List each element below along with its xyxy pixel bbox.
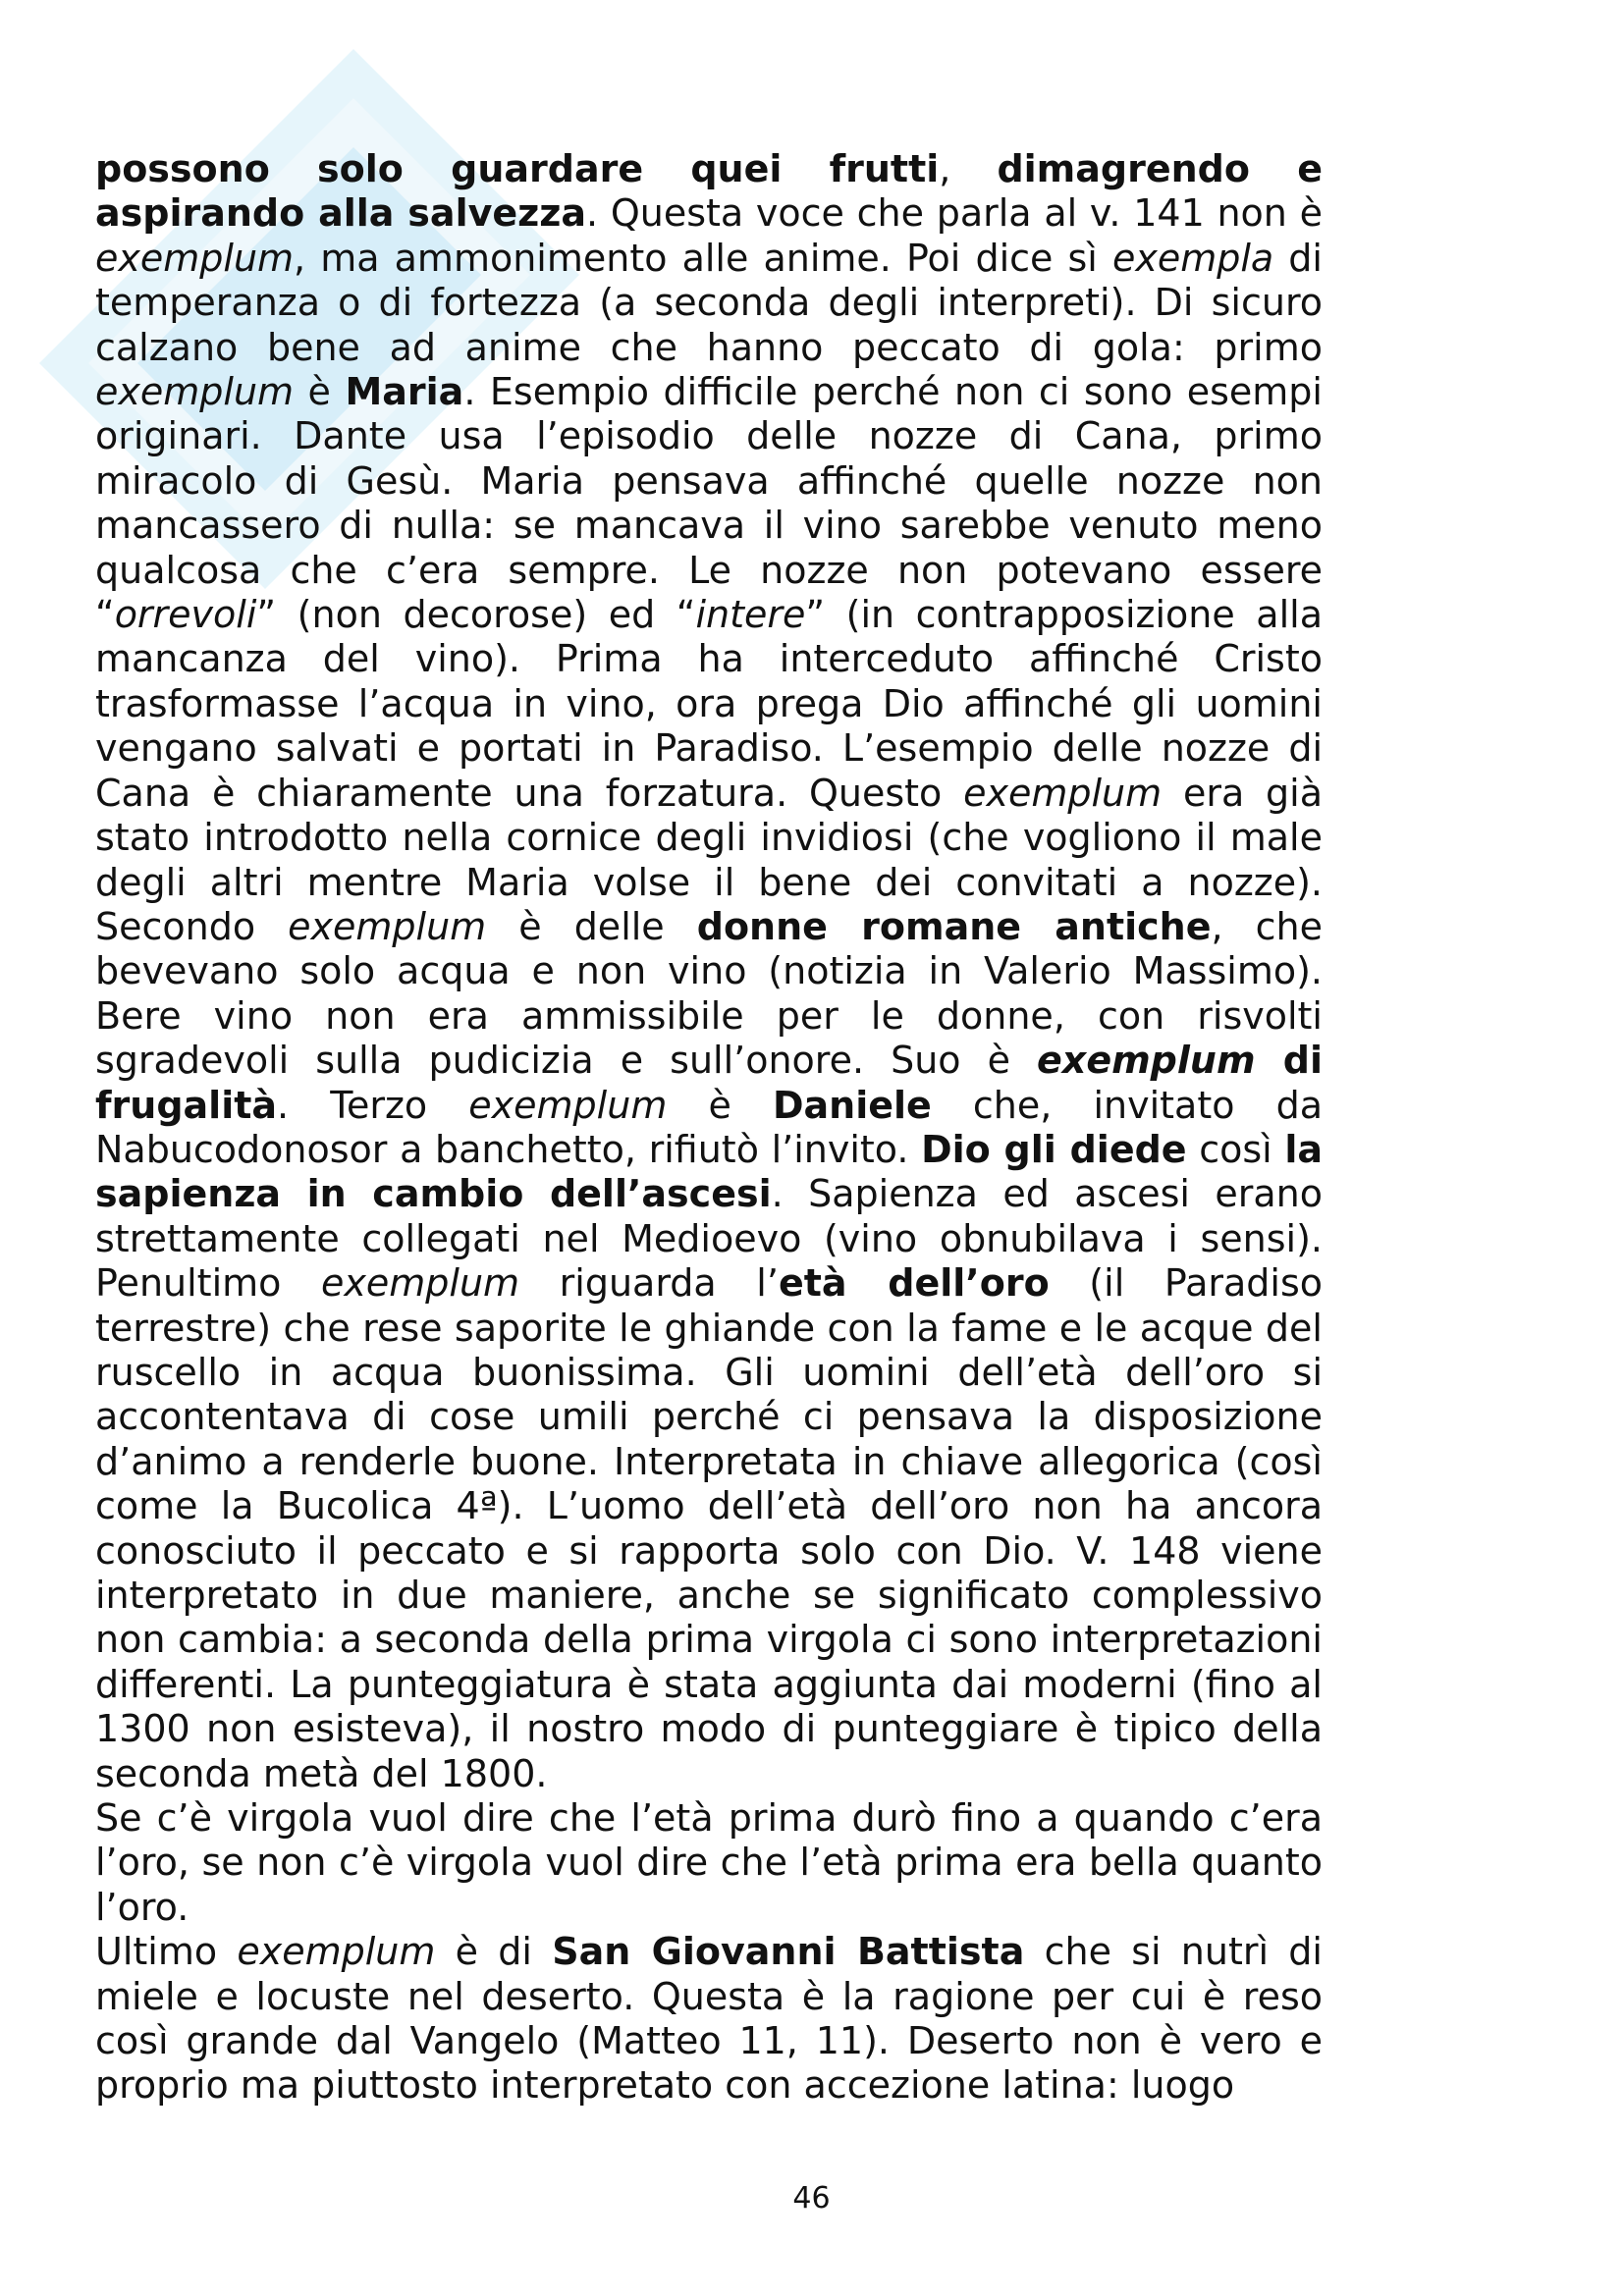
- text-run: (il Paradiso terrestre) che rese saporite le ghiande con la fame e le acque del ruscello in acqua buonissima. Gli uomini dell’età dell’oro si accontentava di cose umili perché ci pensava la disposizione d’animo a renderle buone. Interpretata in chiave allegorica (così come la Bucolica 4ª). L’uomo dell’età dell’oro non ha ancora conosciuto il peccato e si rapporta solo con Dio. V. 148 viene interpretato in due maniere, anche se significato complessivo non cambia: a seconda della prima virgola ci sono interpretazioni differenti. La punteggiatura è stata aggiunta dai moderni (fino al 1300 non esisteva), il nostro modo di punteggiare è tipico della seconda metà del 1800.: [95, 1261, 1323, 1795]
- document-body: [95, 147, 1323, 2109]
- text-run: di temperanza o di fortezza (a seconda degli interpreti). Di sicuro calzano bene ad anime che hanno peccato di gola: primo: [95, 236, 1323, 369]
- text-run: Ultimo: [95, 1930, 238, 1974]
- italic-text: exemplum: [95, 236, 295, 280]
- page-number: 46: [792, 2181, 831, 2216]
- text-run: ,: [939, 147, 998, 190]
- text-run: così: [1186, 1127, 1285, 1171]
- text-run: è di: [435, 1930, 553, 1974]
- bold-text: possono solo guardare quei frutti: [95, 147, 940, 190]
- text-run: , ma ammonimento alle anime. Poi dice sì: [294, 236, 1112, 280]
- italic-text: exemplum: [468, 1083, 668, 1127]
- text-run: . Terzo: [277, 1083, 469, 1127]
- text-run: è delle: [486, 904, 697, 948]
- bold-text: Daniele: [772, 1083, 932, 1127]
- text-run: , che bevevano solo acqua e non vino (notizia in Valerio Massimo). Bere vino non era ammissibile per le donne, con risvolti sgradevoli sulla pudicizia e sull’onore. Suo è: [95, 904, 1323, 1083]
- bold-text: la sapienza in cambio dell’ascesi: [95, 1127, 1323, 1216]
- text-run: Se c’è virgola vuol dire che l’età prima durò fino a quando c’era l’oro, se non c’è virgola vuol dire che l’età prima era bella quanto l’oro.: [95, 1796, 1323, 1929]
- paragraph: [95, 1930, 1323, 2109]
- italic-text: exemplum: [963, 771, 1163, 815]
- text-run: era già stato introdotto nella cornice degli invidiosi (che vogliono il male degli altri mentre Maria volse il bene dei convitati a nozze). Secondo: [95, 771, 1323, 948]
- text-run: che, invitato da Nabucodonosor a banchetto, rifiutò l’invito.: [95, 1083, 1323, 1171]
- text-run: . Esempio difficile perché non ci sono esempi originari. Dante usa l’episodio delle nozze di Cana, primo miracolo di Gesù. Maria pensava affinché quelle nozze non mancassero di nulla: se mancava il vino sarebbe venuto meno qualcosa che c’era sempre. Le nozze non potevano essere “: [95, 370, 1323, 637]
- italic-text: exemplum: [288, 904, 487, 948]
- italic-text: intere: [695, 593, 806, 637]
- italic-text: orrevoli: [114, 593, 257, 637]
- bold-text: Dio gli diede: [921, 1127, 1187, 1171]
- bold-text: Maria: [345, 370, 464, 414]
- paragraph: [95, 1796, 1323, 1930]
- text-run: . Questa voce che parla al v. 141 non è: [586, 191, 1323, 236]
- bold-text: dimagrendo e aspirando alla salvezza: [95, 147, 1323, 236]
- text-run: . Sapienza ed ascesi erano strettamente collegati nel Medioevo (vino obnubilava i sensi). Penultimo: [95, 1172, 1323, 1306]
- bold-text: di frugalità: [95, 1039, 1323, 1127]
- italic-text: exempla: [1111, 236, 1274, 280]
- text-run: ” (in contrapposizione alla mancanza del vino). Prima ha interceduto affinché Cristo trasformasse l’acqua in vino, ora prega Dio affinché gli uomini vengano salvati e portati in Paradiso. L’esempio delle nozze di Cana è chiaramente una forzatura. Questo: [95, 593, 1323, 815]
- text-run: ” (non decorose) ed “: [256, 593, 696, 637]
- bold-text: età dell’oro: [778, 1261, 1050, 1306]
- text-run: è: [667, 1083, 773, 1127]
- bold-text: San Giovanni Battista: [552, 1930, 1025, 1974]
- bold-text: exemplum: [1037, 1039, 1256, 1083]
- paragraph: [95, 147, 1323, 1796]
- text-run: riguarda l’: [519, 1261, 779, 1306]
- italic-text: exemplum: [237, 1930, 436, 1974]
- text-run: è: [294, 370, 346, 414]
- bold-text: donne romane antiche: [696, 904, 1212, 948]
- italic-text: exemplum: [95, 370, 295, 414]
- italic-text: exemplum: [321, 1261, 520, 1306]
- text-run: che si nutrì di miele e locuste nel deserto. Questa è la ragione per cui è reso così grande dal Vangelo (Matteo 11, 11). Deserto non è vero e proprio ma piuttosto interpretato con accezione latina: luogo: [95, 1930, 1323, 2108]
